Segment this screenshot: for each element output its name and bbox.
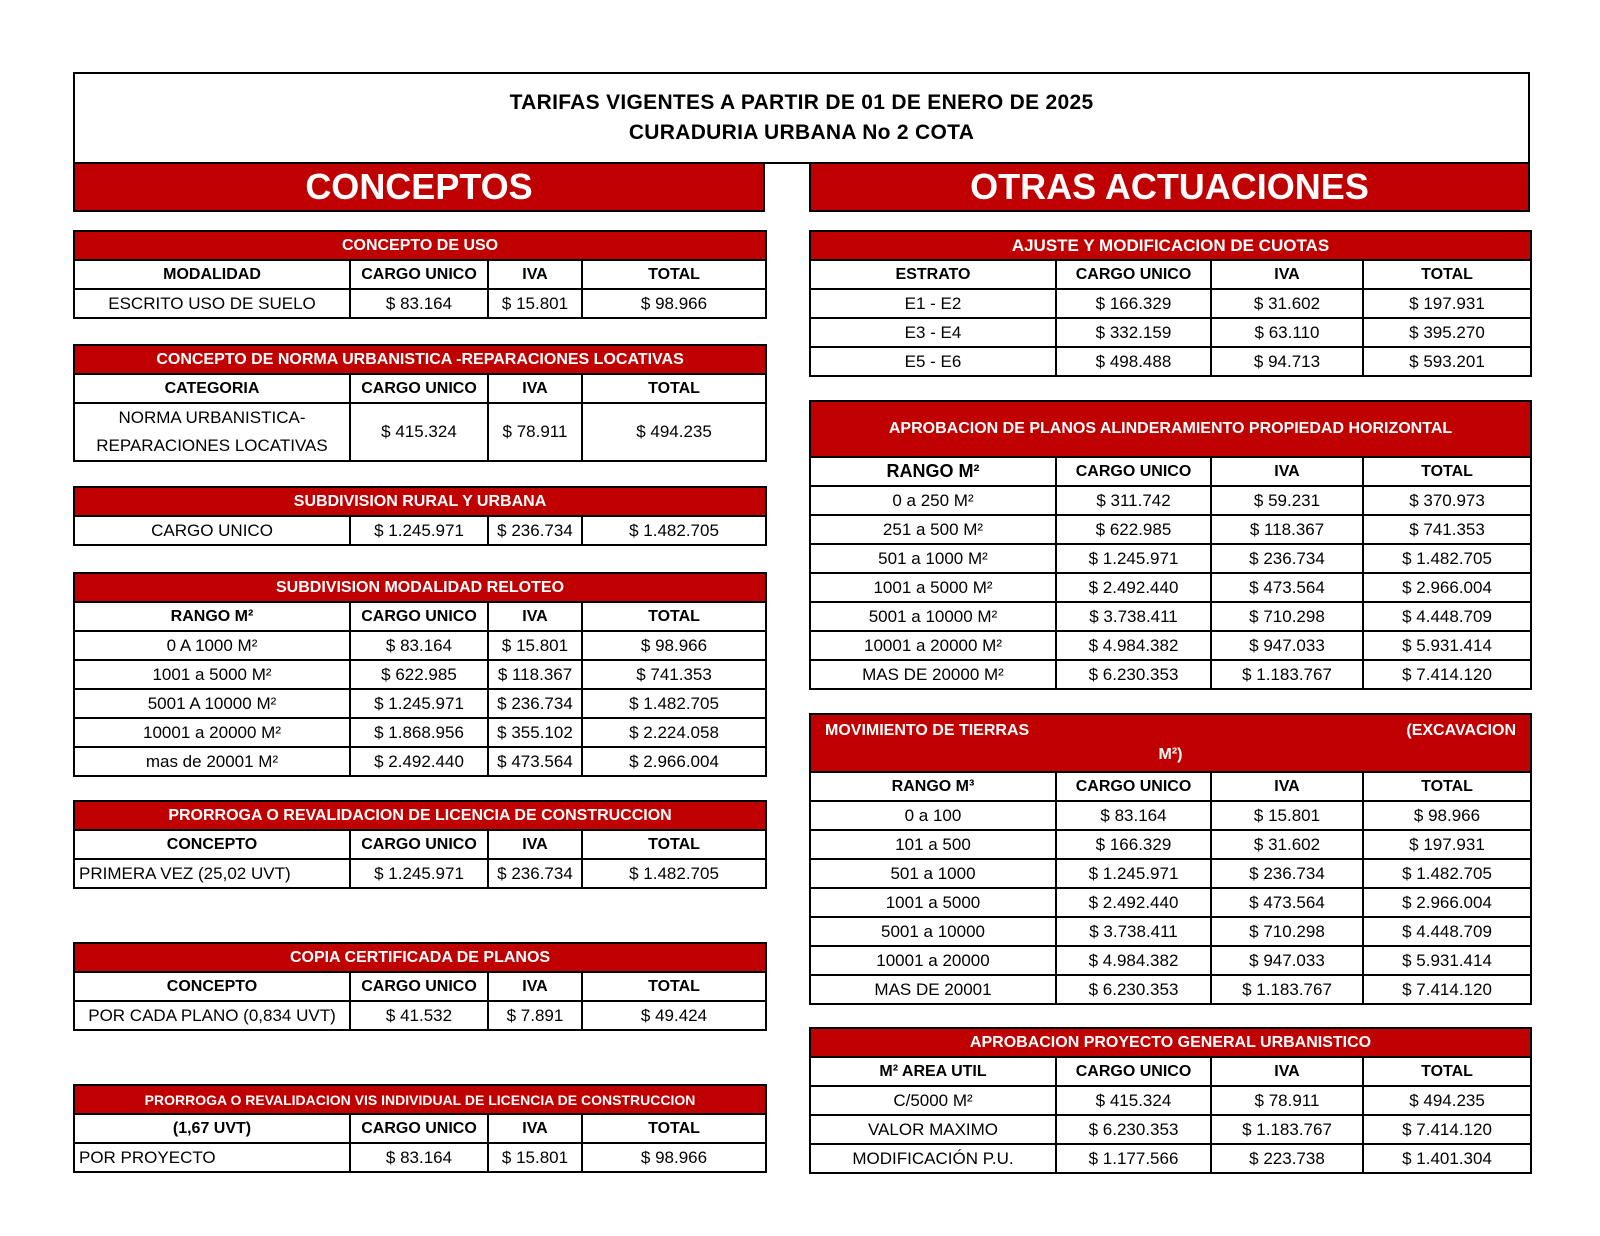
iva-cell: $ 7.891 bbox=[488, 1001, 582, 1030]
row-label: 5001 A 10000 M² bbox=[74, 689, 350, 718]
row-label: MAS DE 20001 bbox=[810, 975, 1056, 1004]
table-row bbox=[810, 486, 1531, 515]
cargo-cell: $ 166.329 bbox=[1056, 830, 1211, 859]
total-cell: $ 494.235 bbox=[1363, 1086, 1531, 1115]
row-label: 101 a 500 bbox=[810, 830, 1056, 859]
section-title-left: MOVIMIENTO DE TIERRAS bbox=[825, 722, 1030, 739]
cargo-cell: $ 4.984.382 bbox=[1056, 631, 1211, 660]
cargo-cell: $ 332.159 bbox=[1056, 318, 1211, 347]
column-header: CONCEPTO bbox=[74, 972, 350, 1001]
row-label: 10001 a 20000 bbox=[810, 946, 1056, 975]
column-header: CONCEPTO bbox=[74, 830, 350, 859]
column-header: IVA bbox=[1211, 1057, 1363, 1086]
table-row bbox=[74, 516, 766, 545]
column-header: CARGO UNICO bbox=[350, 830, 488, 859]
row-label: MODIFICACIÓN P.U. bbox=[810, 1144, 1056, 1173]
total-cell: $ 98.966 bbox=[1363, 801, 1531, 830]
row-label: 1001 a 5000 M² bbox=[810, 573, 1056, 602]
total-cell: $ 1.482.705 bbox=[1363, 544, 1531, 573]
cargo-cell: $ 2.492.440 bbox=[350, 747, 488, 776]
proyecto-general-table bbox=[809, 1027, 1532, 1174]
iva-cell: $ 710.298 bbox=[1211, 917, 1363, 946]
column-header: IVA bbox=[1211, 772, 1363, 801]
column-header: CARGO UNICO bbox=[1056, 457, 1211, 486]
cargo-cell: $ 1.245.971 bbox=[1056, 544, 1211, 573]
concepto-uso-table bbox=[73, 230, 767, 319]
iva-cell: $ 94.713 bbox=[1211, 347, 1363, 376]
row-label: 10001 a 20000 M² bbox=[74, 718, 350, 747]
cargo-cell: $ 1.245.971 bbox=[1056, 859, 1211, 888]
table-row bbox=[810, 830, 1531, 859]
column-header: IVA bbox=[488, 602, 582, 631]
cargo-cell: $ 311.742 bbox=[1056, 486, 1211, 515]
iva-cell: $ 236.734 bbox=[1211, 544, 1363, 573]
row-label: POR CADA PLANO (0,834 UVT) bbox=[74, 1001, 350, 1030]
table-row bbox=[74, 403, 766, 461]
section-title: COPIA CERTIFICADA DE PLANOS bbox=[74, 943, 766, 972]
cargo-cell: $ 498.488 bbox=[1056, 347, 1211, 376]
row-label: 501 a 1000 M² bbox=[810, 544, 1056, 573]
cargo-cell: $ 6.230.353 bbox=[1056, 660, 1211, 689]
total-cell: $ 494.235 bbox=[582, 403, 766, 461]
iva-cell: $ 947.033 bbox=[1211, 631, 1363, 660]
row-label: PRIMERA VEZ (25,02 UVT) bbox=[74, 859, 350, 888]
section-title: CONCEPTO DE USO bbox=[74, 231, 766, 260]
iva-cell: $ 1.183.767 bbox=[1211, 660, 1363, 689]
column-header: RANGO M² bbox=[74, 602, 350, 631]
total-cell: $ 395.270 bbox=[1363, 318, 1531, 347]
table-row bbox=[810, 975, 1531, 1004]
column-header: TOTAL bbox=[1363, 1057, 1531, 1086]
table-row bbox=[810, 888, 1531, 917]
movimiento-tierras-table bbox=[809, 713, 1532, 1005]
row-label: E5 - E6 bbox=[810, 347, 1056, 376]
row-label: ESCRITO USO DE SUELO bbox=[74, 289, 350, 318]
iva-cell: $ 473.564 bbox=[1211, 573, 1363, 602]
section-title-line2: M²) bbox=[1158, 746, 1183, 763]
row-label: 0 a 100 bbox=[810, 801, 1056, 830]
cargo-cell: $ 83.164 bbox=[350, 1143, 488, 1172]
row-label: POR PROYECTO bbox=[74, 1143, 350, 1172]
otras-actuaciones-heading: OTRAS ACTUACIONES bbox=[809, 164, 1530, 212]
cargo-cell: $ 1.868.956 bbox=[350, 718, 488, 747]
iva-cell: $ 473.564 bbox=[1211, 888, 1363, 917]
section-title: PRORROGA O REVALIDACION VIS INDIVIDUAL DE LICENCIA DE CONSTRUCCION bbox=[74, 1085, 766, 1114]
total-cell: $ 1.401.304 bbox=[1363, 1144, 1531, 1173]
row-label-line: REPARACIONES LOCATIVAS bbox=[96, 436, 328, 455]
cargo-cell: $ 415.324 bbox=[350, 403, 488, 461]
table-row bbox=[74, 747, 766, 776]
column-header: ESTRATO bbox=[810, 260, 1056, 289]
total-cell: $ 4.448.709 bbox=[1363, 917, 1531, 946]
table-row bbox=[810, 631, 1531, 660]
planos-ph-table bbox=[809, 400, 1532, 690]
table-row bbox=[810, 801, 1531, 830]
total-cell: $ 741.353 bbox=[1363, 515, 1531, 544]
iva-cell: $ 15.801 bbox=[488, 1143, 582, 1172]
column-header: TOTAL bbox=[582, 1114, 766, 1143]
table-row bbox=[810, 318, 1531, 347]
row-label: 0 a 250 M² bbox=[810, 486, 1056, 515]
column-header: TOTAL bbox=[582, 602, 766, 631]
prorroga-vis-table bbox=[73, 1084, 767, 1173]
cargo-cell: $ 1.245.971 bbox=[350, 516, 488, 545]
cargo-cell: $ 1.245.971 bbox=[350, 689, 488, 718]
column-header: TOTAL bbox=[582, 830, 766, 859]
document-header bbox=[73, 72, 1530, 164]
reloteo-table bbox=[73, 572, 767, 777]
table-row bbox=[74, 631, 766, 660]
norma-urbanistica-table bbox=[73, 344, 767, 462]
row-label: C/5000 M² bbox=[810, 1086, 1056, 1115]
column-header: M² AREA UTIL bbox=[810, 1057, 1056, 1086]
column-header: CARGO UNICO bbox=[1056, 260, 1211, 289]
iva-cell: $ 236.734 bbox=[488, 516, 582, 545]
cargo-cell: $ 6.230.353 bbox=[1056, 1115, 1211, 1144]
cargo-cell: $ 622.985 bbox=[1056, 515, 1211, 544]
column-header: CARGO UNICO bbox=[350, 972, 488, 1001]
iva-cell: $ 223.738 bbox=[1211, 1144, 1363, 1173]
column-header: IVA bbox=[1211, 260, 1363, 289]
iva-cell: $ 710.298 bbox=[1211, 602, 1363, 631]
section-title-right: (EXCAVACION bbox=[1406, 722, 1516, 739]
iva-cell: $ 15.801 bbox=[1211, 801, 1363, 830]
column-header: TOTAL bbox=[1363, 772, 1531, 801]
total-cell: $ 1.482.705 bbox=[582, 689, 766, 718]
row-label: E1 - E2 bbox=[810, 289, 1056, 318]
cargo-cell: $ 166.329 bbox=[1056, 289, 1211, 318]
total-cell: $ 741.353 bbox=[582, 660, 766, 689]
table-row bbox=[74, 289, 766, 318]
total-cell: $ 5.931.414 bbox=[1363, 946, 1531, 975]
iva-cell: $ 355.102 bbox=[488, 718, 582, 747]
column-header: IVA bbox=[488, 1114, 582, 1143]
column-header: CATEGORIA bbox=[74, 374, 350, 403]
conceptos-heading: CONCEPTOS bbox=[73, 164, 765, 212]
total-cell: $ 98.966 bbox=[582, 289, 766, 318]
prorroga-table bbox=[73, 800, 767, 889]
section-title: CONCEPTO DE NORMA URBANISTICA -REPARACIONES LOCATIVAS bbox=[74, 345, 766, 374]
table-row bbox=[810, 573, 1531, 602]
total-cell: $ 4.448.709 bbox=[1363, 602, 1531, 631]
iva-cell: $ 31.602 bbox=[1211, 289, 1363, 318]
total-cell: $ 1.482.705 bbox=[582, 859, 766, 888]
section-title: APROBACION PROYECTO GENERAL URBANISTICO bbox=[810, 1028, 1531, 1057]
total-cell: $ 49.424 bbox=[582, 1001, 766, 1030]
column-header: CARGO UNICO bbox=[350, 1114, 488, 1143]
table-row bbox=[810, 347, 1531, 376]
cargo-cell: $ 83.164 bbox=[350, 289, 488, 318]
document-title: TARIFAS VIGENTES A PARTIR DE 01 DE ENERO DE 2025 bbox=[509, 91, 1094, 114]
section-title: PRORROGA O REVALIDACION DE LICENCIA DE CONSTRUCCION bbox=[74, 801, 766, 830]
table-row bbox=[810, 1144, 1531, 1173]
row-label: 10001 a 20000 M² bbox=[810, 631, 1056, 660]
document-subtitle: CURADURIA URBANA No 2 COTA bbox=[628, 121, 975, 144]
row-label: mas de 20001 M² bbox=[74, 747, 350, 776]
iva-cell: $ 63.110 bbox=[1211, 318, 1363, 347]
row-label: 1001 a 5000 M² bbox=[74, 660, 350, 689]
cargo-cell: $ 41.532 bbox=[350, 1001, 488, 1030]
total-cell: $ 593.201 bbox=[1363, 347, 1531, 376]
column-header: CARGO UNICO bbox=[350, 602, 488, 631]
column-header: MODALIDAD bbox=[74, 260, 350, 289]
column-header: TOTAL bbox=[582, 374, 766, 403]
column-header: CARGO UNICO bbox=[1056, 1057, 1211, 1086]
row-label: 5001 a 10000 bbox=[810, 917, 1056, 946]
iva-cell: $ 78.911 bbox=[488, 403, 582, 461]
column-header: IVA bbox=[488, 972, 582, 1001]
table-row bbox=[810, 1115, 1531, 1144]
total-cell: $ 2.224.058 bbox=[582, 718, 766, 747]
iva-cell: $ 236.734 bbox=[488, 689, 582, 718]
column-header: TOTAL bbox=[582, 972, 766, 1001]
cargo-cell: $ 83.164 bbox=[350, 631, 488, 660]
cargo-cell: $ 2.492.440 bbox=[1056, 573, 1211, 602]
section-title bbox=[810, 714, 1531, 772]
column-header: RANGO M³ bbox=[810, 772, 1056, 801]
table-row bbox=[74, 718, 766, 747]
table-row bbox=[810, 544, 1531, 573]
iva-cell: $ 1.183.767 bbox=[1211, 1115, 1363, 1144]
table-row bbox=[810, 289, 1531, 318]
iva-cell: $ 59.231 bbox=[1211, 486, 1363, 515]
row-label: E3 - E4 bbox=[810, 318, 1056, 347]
row-label: 5001 a 10000 M² bbox=[810, 602, 1056, 631]
total-cell: $ 197.931 bbox=[1363, 289, 1531, 318]
cargo-cell: $ 622.985 bbox=[350, 660, 488, 689]
column-header: TOTAL bbox=[582, 260, 766, 289]
cargo-cell: $ 83.164 bbox=[1056, 801, 1211, 830]
total-cell: $ 7.414.120 bbox=[1363, 975, 1531, 1004]
row-label-line: NORMA URBANISTICA- bbox=[118, 408, 306, 427]
column-header: RANGO M² bbox=[810, 457, 1056, 486]
row-label: MAS DE 20000 M² bbox=[810, 660, 1056, 689]
total-cell: $ 2.966.004 bbox=[1363, 888, 1531, 917]
column-header: IVA bbox=[488, 830, 582, 859]
section-title: SUBDIVISION RURAL Y URBANA bbox=[74, 487, 766, 516]
copia-certificada-table bbox=[73, 942, 767, 1031]
total-cell: $ 2.966.004 bbox=[1363, 573, 1531, 602]
section-title: SUBDIVISION MODALIDAD RELOTEO bbox=[74, 573, 766, 602]
iva-cell: $ 236.734 bbox=[1211, 859, 1363, 888]
table-row bbox=[74, 1001, 766, 1030]
table-row bbox=[810, 660, 1531, 689]
total-cell: $ 197.931 bbox=[1363, 830, 1531, 859]
total-cell: $ 2.966.004 bbox=[582, 747, 766, 776]
ajuste-cuotas-table bbox=[809, 230, 1532, 377]
cargo-cell: $ 3.738.411 bbox=[1056, 602, 1211, 631]
row-label: 501 a 1000 bbox=[810, 859, 1056, 888]
column-header: CARGO UNICO bbox=[1056, 772, 1211, 801]
column-header: CARGO UNICO bbox=[350, 374, 488, 403]
table-row bbox=[74, 689, 766, 718]
total-cell: $ 1.482.705 bbox=[1363, 859, 1531, 888]
section-title: APROBACION DE PLANOS ALINDERAMIENTO PROPIEDAD HORIZONTAL bbox=[810, 401, 1531, 457]
column-header: (1,67 UVT) bbox=[74, 1114, 350, 1143]
column-header: TOTAL bbox=[1363, 260, 1531, 289]
table-row bbox=[74, 1143, 766, 1172]
column-header: TOTAL bbox=[1363, 457, 1531, 486]
iva-cell: $ 236.734 bbox=[488, 859, 582, 888]
row-label: 251 a 500 M² bbox=[810, 515, 1056, 544]
subdivision-table bbox=[73, 486, 767, 546]
table-row bbox=[74, 859, 766, 888]
section-title: AJUSTE Y MODIFICACION DE CUOTAS bbox=[810, 231, 1531, 260]
row-label: 0 A 1000 M² bbox=[74, 631, 350, 660]
table-row bbox=[810, 602, 1531, 631]
row-label bbox=[74, 403, 350, 461]
cargo-cell: $ 4.984.382 bbox=[1056, 946, 1211, 975]
table-row bbox=[810, 946, 1531, 975]
iva-cell: $ 473.564 bbox=[488, 747, 582, 776]
iva-cell: $ 118.367 bbox=[1211, 515, 1363, 544]
column-header: IVA bbox=[1211, 457, 1363, 486]
column-header: IVA bbox=[488, 260, 582, 289]
cargo-cell: $ 1.177.566 bbox=[1056, 1144, 1211, 1173]
row-label: 1001 a 5000 bbox=[810, 888, 1056, 917]
table-row bbox=[810, 859, 1531, 888]
cargo-cell: $ 6.230.353 bbox=[1056, 975, 1211, 1004]
iva-cell: $ 15.801 bbox=[488, 289, 582, 318]
iva-cell: $ 31.602 bbox=[1211, 830, 1363, 859]
column-header: CARGO UNICO bbox=[350, 260, 488, 289]
row-label: VALOR MAXIMO bbox=[810, 1115, 1056, 1144]
row-label: CARGO UNICO bbox=[74, 516, 350, 545]
iva-cell: $ 15.801 bbox=[488, 631, 582, 660]
iva-cell: $ 118.367 bbox=[488, 660, 582, 689]
table-row bbox=[810, 917, 1531, 946]
total-cell: $ 7.414.120 bbox=[1363, 1115, 1531, 1144]
total-cell: $ 7.414.120 bbox=[1363, 660, 1531, 689]
iva-cell: $ 947.033 bbox=[1211, 946, 1363, 975]
cargo-cell: $ 2.492.440 bbox=[1056, 888, 1211, 917]
table-row bbox=[810, 1086, 1531, 1115]
cargo-cell: $ 1.245.971 bbox=[350, 859, 488, 888]
cargo-cell: $ 3.738.411 bbox=[1056, 917, 1211, 946]
total-cell: $ 1.482.705 bbox=[582, 516, 766, 545]
table-row bbox=[810, 515, 1531, 544]
total-cell: $ 5.931.414 bbox=[1363, 631, 1531, 660]
total-cell: $ 370.973 bbox=[1363, 486, 1531, 515]
table-row bbox=[74, 660, 766, 689]
total-cell: $ 98.966 bbox=[582, 631, 766, 660]
iva-cell: $ 1.183.767 bbox=[1211, 975, 1363, 1004]
total-cell: $ 98.966 bbox=[582, 1143, 766, 1172]
cargo-cell: $ 415.324 bbox=[1056, 1086, 1211, 1115]
column-header: IVA bbox=[488, 374, 582, 403]
iva-cell: $ 78.911 bbox=[1211, 1086, 1363, 1115]
